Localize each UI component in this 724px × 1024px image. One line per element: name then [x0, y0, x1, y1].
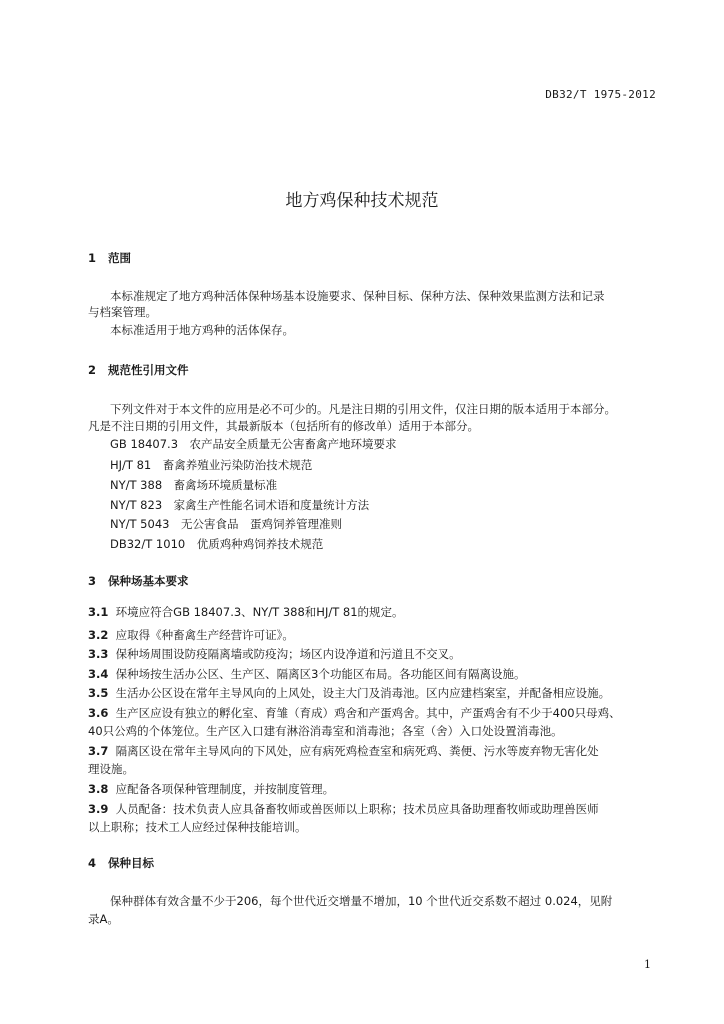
reference-item: NY/T 823 家禽生产性能名词术语和度量统计方法 [110, 498, 370, 512]
document-title: 地方鸡保种技术规范 [285, 191, 439, 211]
clause-number: 3.4 [88, 667, 109, 681]
section-1-heading [88, 250, 131, 266]
clause [88, 781, 334, 797]
clause-number: 3.1 [88, 605, 109, 619]
section-2-heading [88, 362, 189, 378]
clause-number: 3.7 [88, 744, 109, 758]
clause-number: 3.5 [88, 686, 109, 700]
section-4-heading [88, 855, 154, 871]
section-1-number: 1 [88, 251, 97, 265]
reference-item: HJ/T 81 畜禽养殖业污染防治技术规范 [110, 458, 313, 472]
clause [88, 743, 599, 759]
clause-text: 环境应符合GB 18407.3、NY/T 388和HJ/T 81的规定。 [115, 605, 404, 619]
section-4-number: 4 [88, 856, 97, 870]
clause [88, 646, 461, 662]
clause-number: 3.8 [88, 782, 109, 796]
clause-continuation: 以上职称；技术工人应经过保种技能培训。 [88, 820, 307, 834]
section-2-number: 2 [88, 363, 97, 377]
clause-number: 3.2 [88, 628, 109, 642]
reference-item: GB 18407.3 农产品安全质量无公害畜禽产地环境要求 [110, 437, 397, 451]
clause-number: 3.3 [88, 647, 109, 661]
clause-text: 隔离区设在常年主导风向的下风处，应有病死鸡检查室和病死鸡、粪便、污水等废弃物无害化处 [115, 744, 599, 758]
section-4-title: 保种目标 [108, 856, 154, 870]
clause-text: 生活办公区设在常年主导风向的上风处，设主大门及消毒池。区内应建档案室，并配备相应设施。 [115, 686, 611, 700]
goal-line-1: 保种群体有效含量不少于206，每个世代近交增量不增加，10 个世代近交系数不超过 0.024，见附 [110, 894, 613, 908]
section-3-number: 3 [88, 574, 97, 588]
scope-paragraph-2: 本标准适用于地方鸡种的活体保存。 [110, 323, 294, 337]
reference-item: DB32/T 1010 优质鸡种鸡饲养技术规范 [110, 537, 324, 551]
clause-continuation: 理设施。 [88, 762, 134, 776]
refs-intro-line-1: 下列文件对于本文件的应用是必不可少的。凡是注日期的引用文件，仅注日期的版本适用于本部分。 [110, 402, 616, 416]
section-3-heading [88, 573, 189, 589]
refs-intro-line-2: 凡是不注日期的引用文件，其最新版本（包括所有的修改单）适用于本部分。 [88, 419, 479, 433]
section-3-title: 保种场基本要求 [108, 574, 189, 588]
clause-text: 保种场周围设防疫隔离墙或防疫沟；场区内设净道和污道且不交叉。 [115, 647, 461, 661]
clause [88, 627, 294, 643]
scope-paragraph-1-line-2: 与档案管理。 [88, 305, 157, 319]
reference-item: NY/T 388 畜禽场环境质量标准 [110, 478, 278, 492]
clause [88, 801, 599, 817]
clause-continuation: 40只公鸡的个体笼位。生产区入口建有淋浴消毒室和消毒池；各室（舍）入口处设置消毒池。 [88, 724, 563, 738]
clause-number: 3.6 [88, 706, 109, 720]
clause-text: 保种场按生活办公区、生产区、隔离区3个功能区布局。各功能区间有隔离设施。 [115, 667, 526, 681]
clause-text: 应取得《种畜禽生产经营许可证》。 [115, 628, 294, 642]
section-1-title: 范围 [108, 251, 131, 265]
clause [88, 666, 525, 682]
reference-item: NY/T 5043 无公害食品 蛋鸡饲养管理准则 [110, 517, 342, 531]
clause-text: 人员配备：技术负责人应具备畜牧师或兽医师以上职称；技术员应具备助理畜牧师或助理兽医师 [115, 802, 599, 816]
goal-line-2: 录A。 [88, 912, 119, 926]
page-number: 1 [644, 958, 651, 971]
clause-text: 生产区应设有独立的孵化室、育雏（育成）鸡舍和产蛋鸡舍。其中，产蛋鸡舍有不少于400只母鸡、 [115, 706, 621, 720]
standard-code: DB32/T 1975-2012 [545, 88, 656, 101]
clause [88, 705, 621, 721]
clause [88, 604, 404, 620]
clause [88, 685, 610, 701]
scope-paragraph-1-line-1: 本标准规定了地方鸡种活体保种场基本设施要求、保种目标、保种方法、保种效果监测方法和记录 [110, 289, 605, 303]
clause-number: 3.9 [88, 802, 109, 816]
section-2-title: 规范性引用文件 [108, 363, 189, 377]
clause-text: 应配备各项保种管理制度，并按制度管理。 [115, 782, 335, 796]
